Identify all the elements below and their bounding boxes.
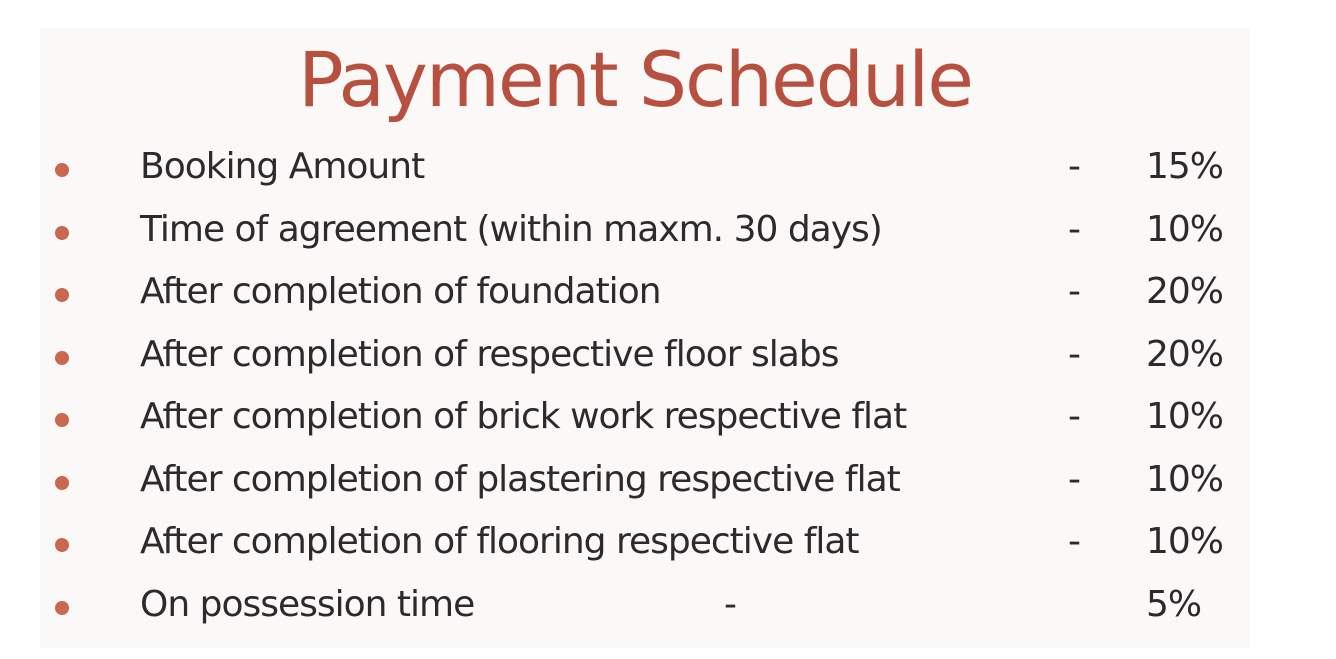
bullet-icon: [55, 413, 69, 427]
item-dash: -: [1068, 521, 1080, 562]
item-label: Time of agreement (within maxm. 30 days): [140, 208, 882, 250]
item-percent: 15%: [1146, 146, 1224, 187]
list-item: [0, 388, 1336, 451]
bullet-icon: [55, 163, 69, 177]
item-dash: -: [1068, 271, 1080, 312]
list-item: [0, 513, 1336, 576]
item-percent: 10%: [1146, 208, 1224, 250]
payment-schedule-list: [0, 138, 1336, 638]
bullet-icon: [55, 351, 69, 365]
item-dash: -: [1068, 333, 1080, 375]
item-label: After completion of respective floor slabs: [140, 333, 839, 375]
item-dash: -: [1068, 458, 1080, 500]
item-dash: -: [1068, 208, 1080, 250]
bullet-icon: [55, 601, 69, 615]
item-percent: 10%: [1146, 396, 1224, 437]
item-label: On possession time: [140, 583, 475, 625]
item-dash: -: [724, 583, 736, 625]
bullet-icon: [55, 226, 69, 240]
item-label: After completion of foundation: [140, 271, 661, 312]
item-label: Booking Amount: [140, 146, 425, 187]
item-percent: 20%: [1146, 333, 1224, 375]
item-label: After completion of flooring respective flat: [140, 521, 859, 562]
bullet-icon: [55, 538, 69, 552]
item-dash: -: [1068, 396, 1080, 437]
item-label: After completion of plastering respective flat: [140, 458, 900, 500]
list-item: [0, 201, 1336, 264]
item-label: After completion of brick work respective flat: [140, 396, 907, 437]
list-item: [0, 451, 1336, 514]
item-percent: 10%: [1146, 458, 1224, 500]
item-percent: 10%: [1146, 521, 1224, 562]
bullet-icon: [55, 288, 69, 302]
item-dash: -: [1068, 146, 1080, 187]
list-item: [0, 326, 1336, 389]
item-percent: 20%: [1146, 271, 1224, 312]
page-title: Payment Schedule: [297, 35, 973, 124]
list-item: [0, 576, 1336, 639]
list-item: [0, 138, 1336, 201]
list-item: [0, 263, 1336, 326]
item-percent: 5%: [1146, 583, 1202, 625]
bullet-icon: [55, 476, 69, 490]
